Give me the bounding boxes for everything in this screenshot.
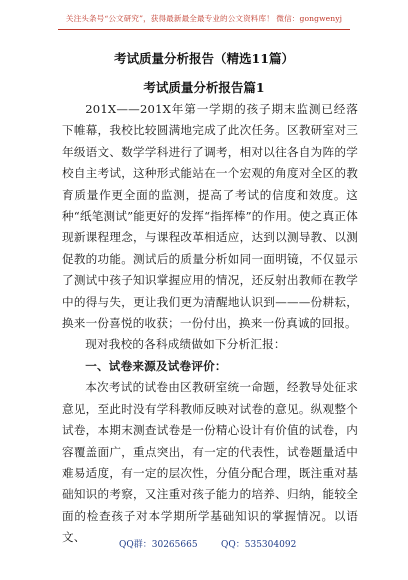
header-banner: 关注头条号“公文研究”，获得最新最全最专业的公文资料库！ 微信：gongwenyj (65, 14, 343, 23)
header-divider (58, 29, 350, 30)
document-subtitle: 考试质量分析报告篇1 (143, 80, 265, 95)
footer-qq[interactable]: QQ：535304092 (221, 540, 297, 550)
footer-qq-group[interactable]: QQ群：30265665 (119, 540, 198, 550)
document-body (62, 99, 358, 549)
document-title: 考试质量分析报告（精选11篇） (114, 51, 294, 66)
paragraph-intro: 201X——201X年第一学期的孩子期末监测已经落下帷幕，我校比较圆满地完成了此次任务。区教研室对三年级语文、数学学科进行了调考，相对以往各自为阵的学校自主考试，这种形式能站在一个宏观的角度对全区的教育质量作更全面的监测，提高了考试的信度和效度。这种“纸笔测试”能更好的发挥“指挥棒”的作用。使之真正体现新课程理念，与课程改革相适应，达到以测导教、以测促教的功能。测试后的质量分析如同一面明镜，不仅显示了测试中孩子知识掌握应用的情况，还反射出教师在教学中的得与失，更让我们更为清醒地认识到———份耕耘，换来一份喜悦的收获；一份付出，换来一份真诚的回报。 (62, 102, 358, 331)
paragraph-summary: 现对我校的各科成绩做如下分析汇报： (85, 337, 286, 352)
paragraph-section: 本次考试的试卷由区教研室统一命题，经教导处征求意见，至此时没有学科教师反映对试卷的意见。纵观整个试卷，本期末测查试卷是一份精心设计有价值的试卷，内容覆盖面广，重点突出，有一定的代表性，试卷题量适中难易适度，有一定的层次性，分值分配合理，既注重对基础知识的考察，又注重对孩子能力的培养、归纳，能较全面的检查孩子对本学期所学基础知识的掌握情况。以语文、 (62, 380, 358, 545)
footer-contact (0, 537, 408, 553)
section-heading: 一、试卷来源及试卷评价： (85, 358, 227, 373)
